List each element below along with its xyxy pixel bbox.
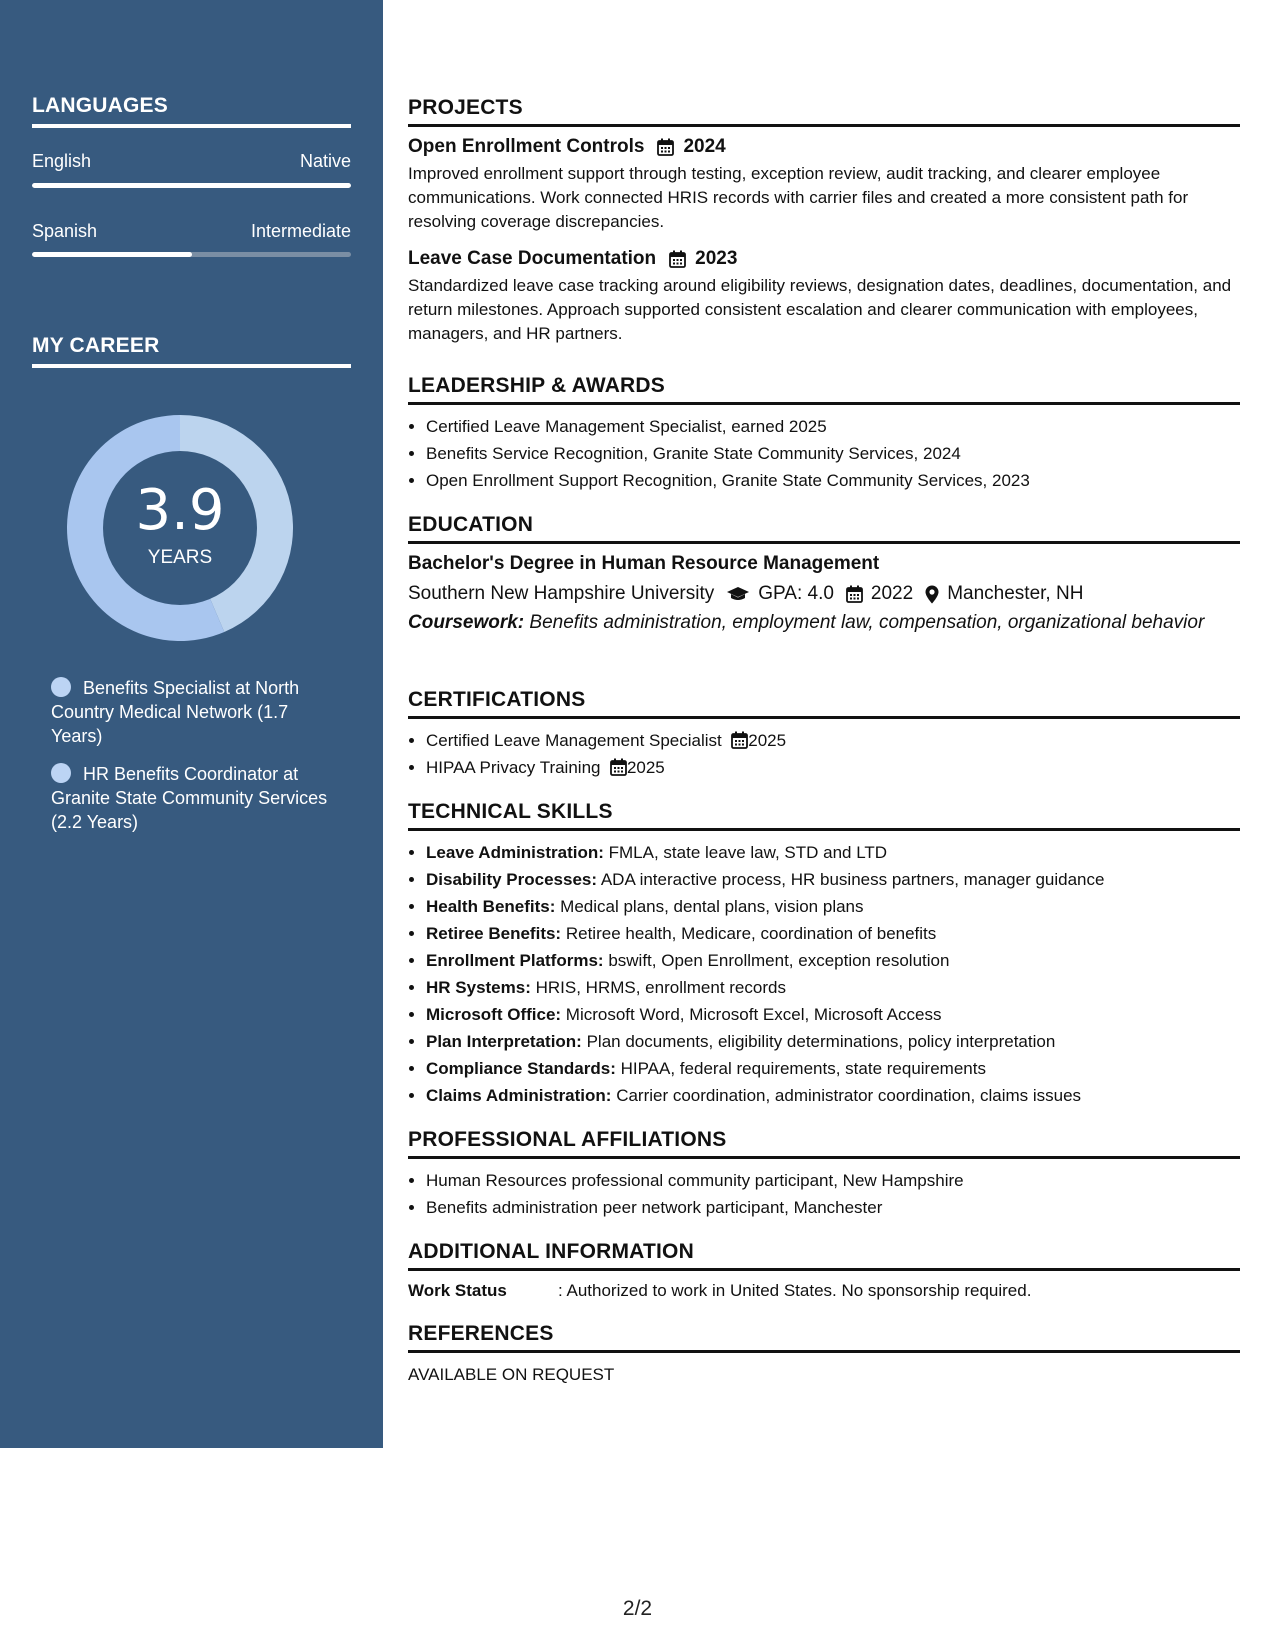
list-item — [426, 920, 1240, 947]
graduation-cap-icon — [726, 586, 750, 602]
skill-label: Claims Administration: — [426, 1086, 612, 1105]
list-item: • Certified Leave Management Specialist, earned 2025 — [426, 413, 1240, 440]
additional-info-heading: ADDITIONAL INFORMATION — [408, 1240, 1240, 1271]
skill-label: HR Systems: — [426, 978, 531, 997]
skill-label: Microsoft Office: — [426, 1005, 562, 1024]
list-item: • Human Resources professional community participant, New Hampshire — [426, 1167, 1240, 1194]
project-year: 2023 — [695, 248, 738, 269]
calendar-icon — [669, 250, 686, 268]
skill-value: FMLA, state leave law, STD and LTD — [608, 843, 888, 862]
skill-value: ADA interactive process, HR business partners, manager guidance — [600, 870, 1105, 889]
list-item — [426, 893, 1240, 920]
career-legend-text: HR Benefits Coordinator at Granite State Community Services (2.2 Years) — [51, 764, 328, 832]
affiliations-section — [408, 1128, 1240, 1221]
list-item: • Open Enrollment Support Recognition, Granite State Community Services, 2023 — [426, 467, 1240, 494]
location-pin-icon — [925, 585, 939, 604]
education-heading: EDUCATION — [408, 513, 1240, 544]
projects-heading: PROJECTS — [408, 96, 1240, 127]
language-level: Native — [299, 151, 351, 171]
project-year: 2024 — [683, 136, 726, 157]
education-section — [408, 513, 1240, 635]
technical-skills-section — [408, 800, 1240, 1109]
graduation-year: 2022 — [870, 583, 914, 604]
list-item — [426, 1001, 1240, 1028]
language-bar-english — [32, 183, 351, 188]
career-heading: MY CAREER — [32, 334, 351, 368]
skill-label: Leave Administration: — [426, 843, 604, 862]
legend-dot-icon — [51, 677, 71, 697]
skill-label: Disability Processes: — [426, 870, 598, 889]
language-row-english — [32, 151, 351, 172]
language-row-spanish — [32, 221, 351, 242]
project-title: Open Enrollment Controls — [408, 136, 645, 157]
list-item — [426, 1082, 1240, 1109]
project-title-row — [408, 136, 1240, 158]
coursework-text: Benefits administration, employment law, compensation, organizational behavior — [529, 612, 1205, 633]
certifications-heading: CERTIFICATIONS — [408, 688, 1240, 719]
project-description: Improved enrollment support through testing, exception review, audit tracking, and clearer employee communications. Work connected HRIS records with carrier files and created a more consistent path for resolving coverage discrepancies. — [408, 164, 1189, 231]
education-location: Manchester, NH — [947, 583, 1084, 604]
legend-dot-icon — [51, 763, 71, 783]
leadership-list — [408, 413, 1240, 494]
leadership-section — [408, 374, 1240, 494]
skill-value: Plan documents, eligibility determinations, policy interpretation — [586, 1032, 1056, 1051]
technical-skills-heading: TECHNICAL SKILLS — [408, 800, 1240, 831]
sidebar — [0, 0, 383, 1448]
school-name: Southern New Hampshire University — [408, 583, 715, 604]
list-item — [426, 974, 1240, 1001]
certifications-section — [408, 688, 1240, 781]
project-description: Standardized leave case tracking around eligibility reviews, designation dates, deadlines, documentation, and return milestones. Approach supported consistent escalation and clearer communication with employees, managers, and HR partners. — [408, 276, 1232, 343]
career-legend-text: Benefits Specialist at North Country Medical Network (1.7 Years) — [51, 678, 300, 746]
list-item — [426, 866, 1240, 893]
list-item — [426, 754, 1240, 781]
skill-value: Carrier coordination, administrator coordination, claims issues — [616, 1086, 1082, 1105]
additional-info-section — [408, 1240, 1240, 1301]
language-bar-spanish — [32, 252, 351, 257]
affiliations-heading: PROFESSIONAL AFFILIATIONS — [408, 1128, 1240, 1159]
skill-value: HIPAA, federal requirements, state requirements — [620, 1059, 986, 1078]
skill-value: Retiree health, Medicare, coordination of benefits — [565, 924, 937, 943]
career-donut-chart — [67, 415, 293, 641]
skill-value: bswift, Open Enrollment, exception resolution — [608, 951, 950, 970]
language-name: English — [32, 151, 92, 171]
skill-label: Plan Interpretation: — [426, 1032, 582, 1051]
languages-heading: LANGUAGES — [32, 94, 351, 128]
language-bar-fill — [32, 252, 192, 257]
language-bar-fill — [32, 183, 351, 188]
list-item: • Benefits administration peer network participant, Manchester — [426, 1194, 1240, 1221]
work-status-label: Work Status — [408, 1281, 507, 1300]
skill-value: HRIS, HRMS, enrollment records — [535, 978, 786, 997]
list-item — [426, 727, 1240, 754]
technical-skills-list — [408, 839, 1240, 1109]
project-title: Leave Case Documentation — [408, 248, 657, 269]
calendar-icon — [657, 138, 674, 156]
skill-label: Health Benefits: — [426, 897, 556, 916]
education-meta — [408, 583, 1240, 605]
list-item — [426, 1055, 1240, 1082]
skill-label: Compliance Standards: — [426, 1059, 616, 1078]
career-legend-item — [51, 762, 331, 834]
affiliations-list — [408, 1167, 1240, 1221]
project-title-row — [408, 248, 1240, 270]
career-legend-item — [51, 676, 331, 748]
language-name: Spanish — [32, 221, 98, 241]
list-item: • Benefits Service Recognition, Granite State Community Services, 2024 — [426, 440, 1240, 467]
list-item — [426, 839, 1240, 866]
list-item — [426, 1028, 1240, 1055]
leadership-heading: LEADERSHIP & AWARDS — [408, 374, 1240, 405]
degree-title: Bachelor's Degree in Human Resource Management — [408, 553, 880, 574]
list-item — [426, 947, 1240, 974]
skill-label: Retiree Benefits: — [426, 924, 562, 943]
language-level: Intermediate — [250, 221, 351, 241]
calendar-icon — [846, 585, 863, 603]
page-number: 2/2 — [622, 1597, 653, 1620]
references-heading: REFERENCES — [408, 1322, 1240, 1353]
gpa: GPA: 4.0 — [758, 583, 834, 604]
skill-label: Enrollment Platforms: — [426, 951, 604, 970]
career-legend — [51, 676, 331, 848]
coursework — [408, 611, 1240, 635]
projects-section — [408, 96, 1240, 346]
career-total: 3.9 — [135, 478, 225, 543]
work-status-value: : Authorized to work in United States. No sponsorship required. — [558, 1281, 1032, 1300]
cert-name: Certified Leave Management Specialist — [426, 731, 722, 750]
references-section — [408, 1322, 1240, 1385]
cert-year: 2025 — [748, 731, 787, 750]
cert-name: HIPAA Privacy Training — [426, 758, 601, 777]
cert-year: 2025 — [626, 758, 665, 777]
coursework-label: Coursework: — [408, 612, 525, 633]
skill-value: Medical plans, dental plans, vision plans — [560, 897, 864, 916]
calendar-icon — [731, 731, 748, 749]
references-text: AVAILABLE ON REQUEST — [408, 1365, 615, 1384]
calendar-icon — [610, 758, 627, 776]
career-unit: YEARS — [147, 547, 213, 568]
certifications-list — [408, 727, 1240, 781]
work-status-row — [408, 1281, 1240, 1301]
skill-value: Microsoft Word, Microsoft Excel, Microsoft Access — [565, 1005, 942, 1024]
